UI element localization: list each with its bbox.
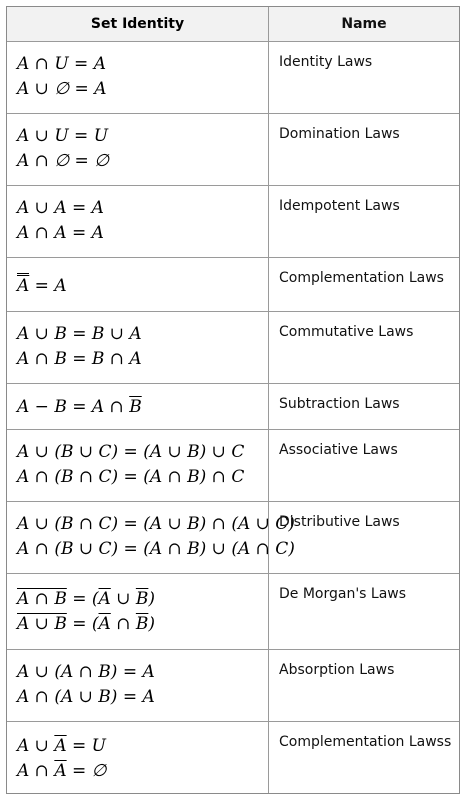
- law-name: De Morgan's Laws: [279, 586, 407, 602]
- law-name: Distributive Laws: [279, 514, 400, 530]
- identity-equation: A ∩ U = A: [17, 54, 106, 74]
- set-identity-cell: [7, 114, 269, 185]
- set-identity-cell: [7, 722, 269, 793]
- law-name: Complementation Laws: [279, 270, 444, 286]
- identity-equation: A ∩ (A ∪ B) = A: [17, 687, 155, 707]
- header-name: Name: [341, 16, 387, 32]
- law-name: Idempotent Laws: [279, 198, 400, 214]
- identity-equation: A ∩ B = B ∩ A: [17, 349, 142, 369]
- identity-equation: A ∪ A = A: [17, 198, 104, 218]
- table-row: [7, 185, 459, 257]
- table-header-row: [7, 7, 459, 41]
- table-row: [7, 383, 459, 429]
- table-row: [7, 429, 459, 501]
- identity-equation: A − B = A ∩ $\overline{B}$: [17, 397, 142, 417]
- identity-equation: A ∩ ∅ = ∅: [17, 151, 109, 171]
- header-set-identity: Set Identity: [7, 7, 269, 41]
- law-name: Commutative Laws: [279, 324, 414, 340]
- identity-equation: A ∪ (B ∩ C) = (A ∪ B) ∩ (A ∪ C): [17, 514, 295, 534]
- law-name: Identity Laws: [279, 54, 373, 70]
- set-identity-cell: [7, 502, 295, 573]
- table-row: [7, 649, 459, 721]
- identity-equation: A ∪ $B = (\overline{A}$ ∩ $\overline{B}$): [17, 614, 155, 634]
- law-name: Complementation Lawss: [279, 734, 452, 750]
- table-row: [7, 311, 459, 383]
- identity-equation: A ∪ $\overline{A} = U$: [17, 736, 107, 756]
- identity-equation: A ∩ (B ∪ C) = (A ∩ B) ∪ (A ∩ C): [17, 539, 295, 559]
- set-identity-cell: [7, 186, 269, 257]
- identity-equation: A ∩ (B ∩ C) = (A ∩ B) ∩ C: [17, 467, 245, 487]
- set-identity-cell: [7, 258, 269, 311]
- set-identity-cell: [7, 312, 269, 383]
- set-identity-cell: [7, 430, 269, 501]
- identity-equation: A ∪ (A ∩ B) = A: [17, 662, 155, 682]
- set-identity-cell: [7, 384, 269, 429]
- table-row: [7, 257, 459, 311]
- identity-equation: A ∪ B = B ∪ A: [17, 324, 142, 344]
- set-identity-cell: [7, 42, 269, 113]
- table-row: [7, 501, 459, 573]
- identity-equation: A ∪ (B ∪ C) = (A ∪ B) ∪ C: [17, 442, 245, 462]
- law-name: Associative Laws: [279, 442, 398, 458]
- identity-equation: A ∩ A = A: [17, 223, 104, 243]
- identity-equation: A ∩ $B = (\overline{A}$ ∪ $\overline{B}$): [17, 589, 155, 609]
- set-identity-table: [6, 6, 460, 794]
- table-row: [7, 721, 459, 793]
- law-name: Subtraction Laws: [279, 396, 400, 412]
- law-name: Domination Laws: [279, 126, 400, 142]
- double-complement: $\overline{A}$: [17, 274, 29, 299]
- table-row: [7, 113, 459, 185]
- identity-equation: A ∩ $\overline{A}$ = ∅: [17, 761, 107, 781]
- identity-equation: A ∪ U = U: [17, 126, 109, 146]
- table-row: [7, 573, 459, 649]
- identity-equation: A ∪ ∅ = A: [17, 79, 107, 99]
- set-identity-cell: [7, 574, 269, 649]
- set-identity-cell: [7, 650, 269, 721]
- law-name: Absorption Laws: [279, 662, 395, 678]
- identity-equation: $\overline{A} = A$: [17, 274, 268, 299]
- table-row: [7, 41, 459, 113]
